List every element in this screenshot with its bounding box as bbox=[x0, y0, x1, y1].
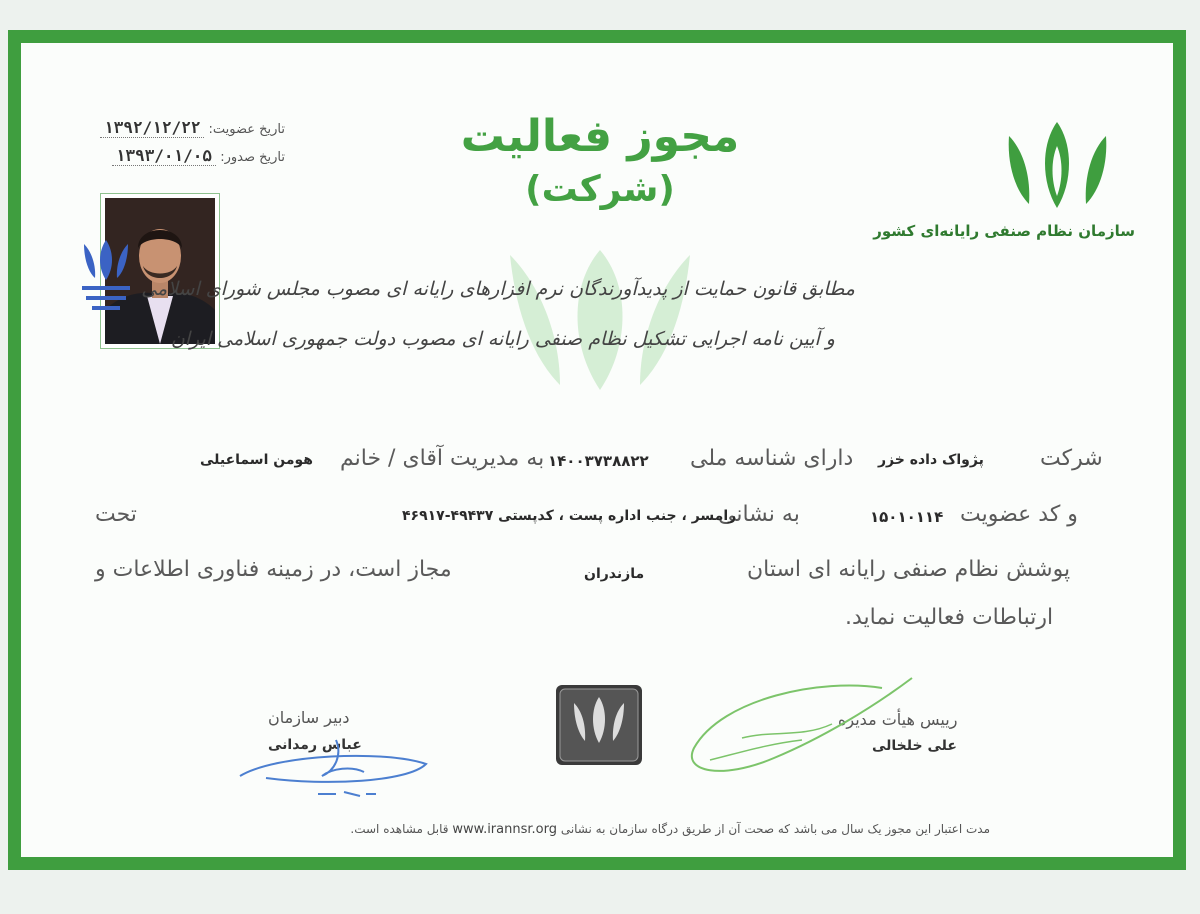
permitted-label: مجاز است، در زمینه فناوری اطلاعات و bbox=[95, 557, 452, 582]
page-title: مجوز فعالیت bbox=[460, 111, 740, 162]
issue-date-label: تاریخ صدور: bbox=[220, 150, 285, 165]
organization-logo-icon bbox=[1005, 118, 1110, 210]
emblem-watermark bbox=[500, 245, 700, 395]
coverage-label: پوشش نظام صنفی رایانه ای استان bbox=[747, 557, 1071, 582]
secretary-name: عباس رمدانی bbox=[268, 737, 362, 753]
manager-name: هومن اسماعیلی bbox=[200, 452, 313, 468]
address-label: به نشانی bbox=[718, 502, 800, 527]
hologram-seal bbox=[556, 685, 642, 765]
chair-name: علی خلخالی bbox=[872, 738, 957, 754]
membership-date-row bbox=[95, 118, 285, 137]
intro-line-1: مطابق قانون حمایت از پدیدآورندگان نرم افزارهای رایانه ای مصوب مجلس شورای اسلامی bbox=[141, 278, 855, 300]
manager-label: به مدیریت آقای / خانم bbox=[340, 446, 545, 471]
issue-date-value: ۱۳۹۳/۰۱/۰۵ bbox=[112, 146, 216, 166]
membership-date-value: ۱۳۹۲/۱۲/۲۲ bbox=[100, 118, 204, 138]
page-subtitle: (شرکت) bbox=[525, 169, 675, 210]
validity-note bbox=[235, 822, 990, 837]
national-id: ۱۴۰۰۳۷۳۸۸۲۲ bbox=[548, 452, 649, 470]
national-id-label: دارای شناسه ملی bbox=[690, 446, 854, 471]
company-label: شرکت bbox=[1040, 446, 1103, 471]
chair-signature bbox=[682, 668, 932, 783]
membership-code-label: و کد عضویت bbox=[960, 502, 1078, 527]
validity-tail: قابل مشاهده است. bbox=[350, 822, 449, 836]
issue-date-row bbox=[95, 146, 285, 165]
chair-title: رییس هیأت مدیره bbox=[838, 710, 958, 729]
intro-line-2: و آیین نامه اجرایی تشکیل نظام صنفی رایانه ای مصوب دولت جمهوری اسلامی ایران bbox=[170, 328, 835, 350]
province-value: مازندران bbox=[584, 566, 645, 582]
seal-emblem-icon bbox=[556, 685, 642, 765]
stamp-logo-icon bbox=[78, 238, 134, 314]
website-link[interactable]: www.irannsr.org bbox=[452, 822, 557, 837]
validity-text: مدت اعتبار این مجوز یک سال می باشد که صحت آن از طریق درگاه سازمان به نشانی bbox=[560, 822, 990, 836]
secretary-title: دبیر سازمان bbox=[268, 708, 350, 727]
closing-line: ارتباطات فعالیت نماید. bbox=[845, 605, 1054, 630]
membership-date-label: تاریخ عضویت: bbox=[208, 122, 285, 137]
organization-name: سازمان نظام صنفی رایانه‌ای کشور bbox=[873, 222, 1135, 240]
company-name: پژواک داده خزر bbox=[878, 452, 984, 468]
membership-code: ۱۵۰۱۰۱۱۴ bbox=[870, 508, 944, 526]
secretary-signature bbox=[236, 736, 436, 804]
address-value: رامسر ، جنب اداره پست ، کدپستی ۴۹۴۳۷-۴۶۹۱۷ bbox=[402, 508, 737, 524]
under-label: تحت bbox=[95, 502, 137, 527]
